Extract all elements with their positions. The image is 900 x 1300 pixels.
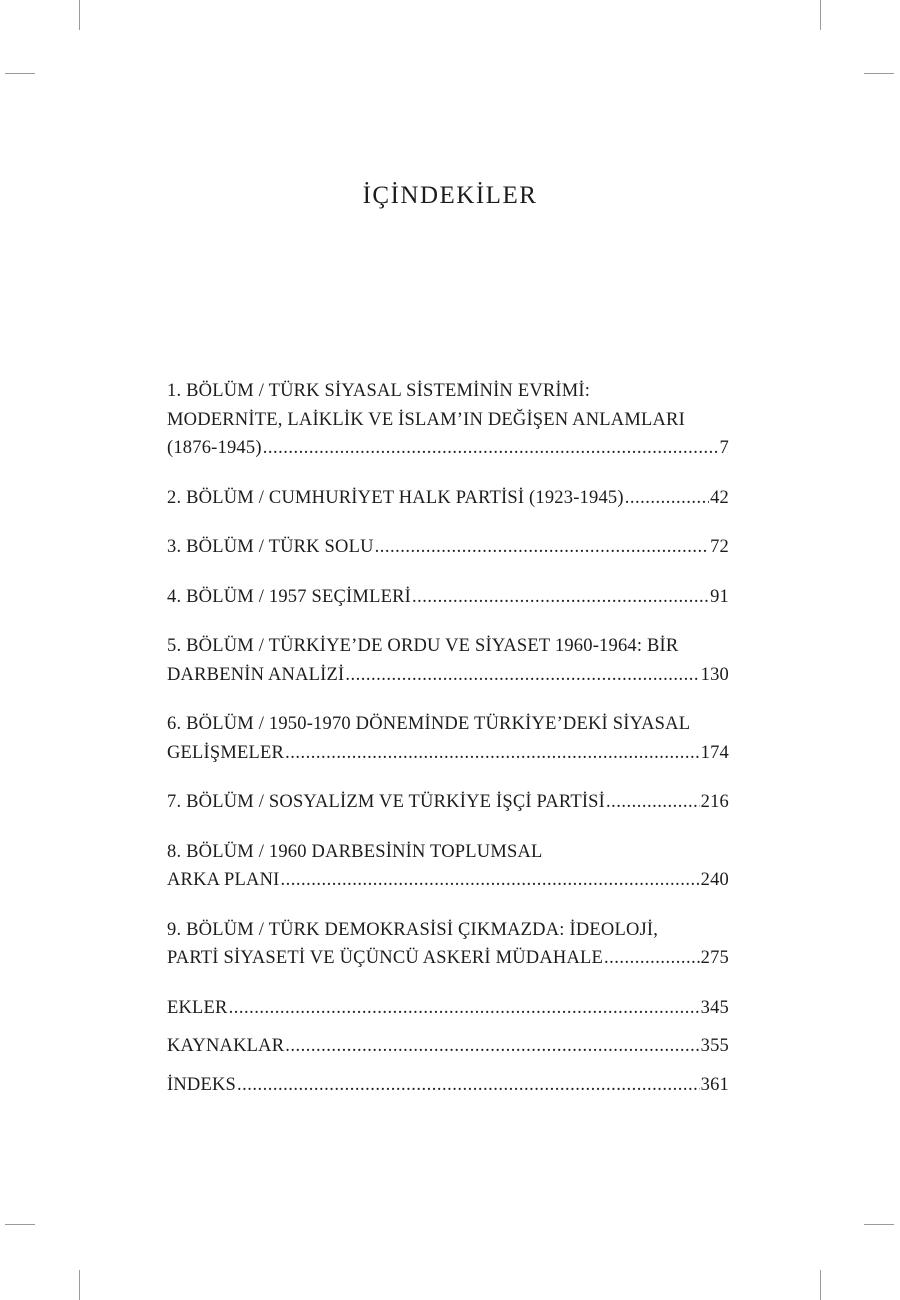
toc-entry-line: 1. BÖLÜM / TÜRK SİYASAL SİSTEMİNİN EVRİMİ: — [167, 381, 591, 401]
toc-entry-row — [167, 739, 729, 768]
toc-entry — [167, 1032, 729, 1061]
toc-page-number: 345 — [700, 997, 729, 1018]
toc-entry-title: DARBENİN ANALİZİ — [167, 664, 345, 685]
toc-entry-row — [167, 583, 729, 612]
toc-entry-line: 6. BÖLÜM / 1950-1970 DÖNEMİNDE TÜRKİYE’DEKİ SİYASAL — [167, 714, 691, 734]
crop-mark — [79, 0, 80, 30]
toc-entry-row — [167, 1032, 729, 1061]
toc-entry-row — [167, 866, 729, 895]
toc-page-number: 91 — [710, 586, 729, 607]
toc-entry-row — [167, 994, 729, 1023]
dot-leader — [285, 1032, 699, 1061]
crop-mark — [864, 1224, 894, 1225]
dot-leader — [281, 866, 700, 895]
toc-entry-title: 3. BÖLÜM / TÜRK SOLU — [167, 537, 374, 557]
toc-entry-row — [167, 1071, 729, 1100]
toc-page-number: 361 — [700, 1074, 729, 1095]
toc-entry — [167, 1071, 729, 1100]
crop-mark — [5, 1224, 35, 1225]
toc-entry — [167, 377, 729, 463]
dot-leader — [606, 788, 700, 817]
toc-entry-title: GELİŞMELER — [167, 742, 285, 763]
toc-entry-title: ARKA PLANI — [167, 870, 280, 890]
toc-entry-row — [167, 533, 729, 562]
toc-page-number: 42 — [710, 487, 729, 508]
toc-entry — [167, 788, 729, 817]
toc-page-number: 72 — [710, 537, 729, 557]
toc-entry-title: 4. BÖLÜM / 1957 SEÇİMLERİ — [167, 586, 411, 607]
toc-entry-title: PARTİ SİYASETİ VE ÜÇÜNCÜ ASKERİ MÜDAHALE — [167, 948, 604, 968]
dot-leader — [375, 533, 709, 562]
toc-page-number: 7 — [719, 438, 729, 458]
toc-entry-row — [167, 434, 729, 463]
toc-entry — [167, 710, 729, 767]
toc-entry-title: 7. BÖLÜM / SOSYALİZM VE TÜRKİYE İŞÇİ PARTİSİ — [167, 792, 606, 812]
toc-entry-row — [167, 788, 729, 817]
toc-entry-row — [167, 944, 729, 973]
toc-entry — [167, 916, 729, 973]
dot-leader — [263, 434, 719, 463]
toc-entry-title: (1876-1945) — [167, 438, 262, 458]
toc-entry-line: MODERNİTE, LAİKLİK VE İSLAM’IN DEĞİŞEN ANLAMLARI — [167, 409, 685, 430]
crop-mark — [79, 1270, 80, 1300]
crop-mark — [864, 73, 894, 74]
toc-entry-line: 5. BÖLÜM / TÜRKİYE’DE ORDU VE SİYASET 1960-1964: BİR — [167, 636, 679, 656]
toc-entry — [167, 632, 729, 689]
dot-leader — [285, 739, 700, 768]
crop-mark — [820, 0, 821, 30]
dot-leader — [604, 944, 700, 973]
page-title: İÇİNDEKİLER — [362, 181, 538, 209]
toc-entry-title: İNDEKS — [167, 1074, 237, 1095]
toc-entry — [167, 533, 729, 562]
dot-leader — [237, 1071, 700, 1100]
table-of-contents — [167, 377, 729, 1109]
toc-entry — [167, 994, 729, 1023]
crop-mark — [5, 73, 35, 74]
toc-entry — [167, 583, 729, 612]
toc-entry — [167, 484, 729, 513]
dot-leader — [625, 484, 709, 513]
toc-entry — [167, 838, 729, 895]
toc-entry-row — [167, 661, 729, 690]
toc-page-number: 174 — [700, 742, 729, 763]
dot-leader — [345, 661, 699, 690]
toc-page-number: 240 — [700, 870, 729, 890]
toc-entry-line: 8. BÖLÜM / 1960 DARBESİNİN TOPLUMSAL — [167, 841, 543, 862]
toc-entry-row — [167, 484, 729, 513]
toc-page-number: 355 — [700, 1036, 729, 1056]
crop-mark — [820, 1270, 821, 1300]
toc-page-number: 130 — [700, 664, 729, 685]
toc-entry-title: 2. BÖLÜM / CUMHURİYET HALK PARTİSİ (1923-1945) — [167, 487, 624, 508]
toc-entry-title: KAYNAKLAR — [167, 1036, 285, 1056]
dot-leader — [229, 994, 700, 1023]
toc-page-number: 275 — [700, 948, 729, 968]
toc-entry-title: EKLER — [167, 997, 228, 1018]
dot-leader — [412, 583, 709, 612]
toc-page-number: 216 — [700, 792, 729, 812]
toc-entry-line: 9. BÖLÜM / TÜRK DEMOKRASİSİ ÇIKMAZDA: İDEOLOJİ, — [167, 919, 659, 940]
